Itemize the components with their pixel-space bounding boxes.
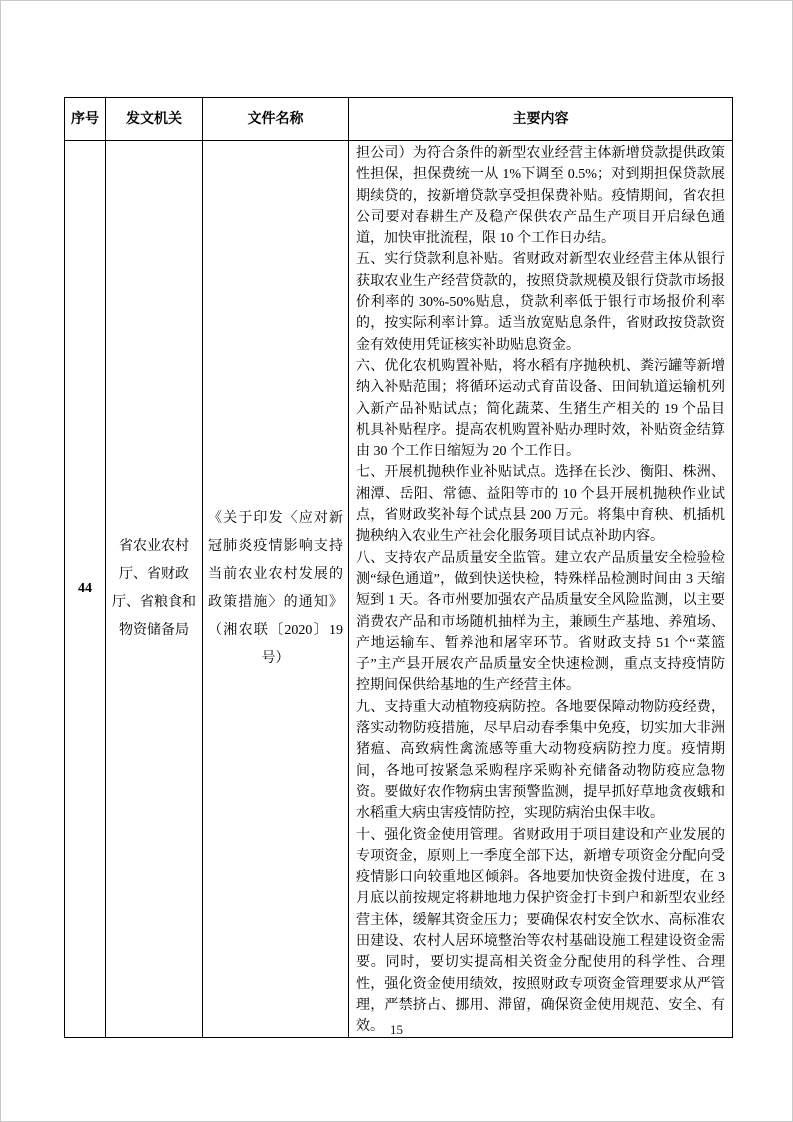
content-paragraph: 七、开展机抛秧作业补贴试点。选择在长沙、衡阳、株洲、湘潭、岳阳、常德、益阳等市的 10 个县开展机抛秧作业试点，省财政奖补每个试点县 200 万元。将集中育秧、机插机抛秧纳入农业生产社会化服务项目试点补助内容。 — [356, 465, 725, 545]
column-header-doc-title: 文件名称 — [203, 98, 349, 141]
agency-cell: 省农业农村厅、省财政厅、省粮食和物资储备局 — [106, 141, 203, 1038]
seq-cell: 44 — [65, 141, 106, 1038]
column-header-main-content: 主要内容 — [349, 98, 733, 141]
content-paragraph: 五、实行贷款利息补贴。省财政对新型农业经营主体从银行获取农业生产经营贷款的，按照贷款规模及银行贷款市场报价利率的 30%-50%贴息，贷款利率低于银行市场报价利率的，按实际利率计算。适当放宽贴息条件，省财政按贷款资金有效使用凭证核实补助贴息资金。 — [356, 252, 725, 353]
content-paragraphs — [356, 143, 725, 1037]
column-header-seq: 序号 — [65, 98, 106, 141]
content-paragraph: 担公司）为符合条件的新型农业经营主体新增贷款提供政策性担保，担保费统一从 1%下调至 0.5%；对到期担保贷款展期续贷的，按新增贷款享受担保费补贴。疫情期间，省农担公司要对春耕生产及稳产保供农产品生产项目开启绿色通道，加快审批流程，限 10 个工作日办结。 — [356, 146, 725, 247]
content-paragraph: 六、优化农机购置补贴，将水稻有序抛秧机、粪污罐等新增纳入补贴范围；将循环运动式育苗设备、田间轨道运输机列入新产品补贴试点；简化蔬菜、生猪生产相关的 19 个品目机具补贴程序。提高农机购置补贴办理时效，补贴资金结算由 30 个工作日缩短为 20 个工作日。 — [356, 358, 725, 460]
content-paragraph: 九、支持重大动植物疫病防控。各地要保障动物防疫经费，落实动物防疫措施，尽早启动春季集中免疫，切实加大非洲猪瘟、高致病性禽流感等重大动物疫病防控力度。疫情期间，各地可按紧急采购程序采购补充储备动物防疫应急物资。要做好农作物病虫害预警监测，提早抓好草地贪夜蛾和水稻重大病虫害疫情防控，实现防病治虫保丰收。 — [356, 699, 725, 822]
page-number: 15 — [390, 1022, 403, 1037]
content-paragraph: 八、支持农产品质量安全监管。建立农产品质量安全检验检测“绿色通道”，做到快送快检，特殊样品检测时间由 3 天缩短到 1 天。各市州要加强农产品质量安全风险监测，以主要消费农产品和市场随机抽样为主，兼顾生产基地、养殖场、产地运输车、暂养池和屠宰环节。省财政支持 51 个“菜篮子”主产县开展农产品质量安全快速检测，重点支持疫情防控期间保供给基地的生产经营主体。 — [356, 550, 725, 694]
table-header-row — [65, 98, 733, 141]
policy-documents-table — [64, 97, 733, 1038]
content-paragraph: 十、强化资金使用管理。省财政用于项目建设和产业发展的专项资金，原则上一季度全部下达，新增专项资金分配向受疫情影口向较重地区倾斜。各地要加快资金拨付进度，在 3 月底以前按规定将耕地地力保护资金打卡到户和新型农业经营主体，缓解其资金压力；要确保农村安全饮水、高标准农田建设、农村人居环境整治等农村基础设施工程建设资金需要。同时，要切实提高相关资金分配使用的科学性、合理性，强化资金使用绩效，按照财政专项资金管理要求从严管理，严禁挤占、挪用、滞留，确保资金使用规范、安全、有效。 — [356, 827, 725, 1035]
table-row — [65, 141, 733, 1038]
main-content-cell — [349, 141, 733, 1038]
doc-title-cell: 《关于印发〈应对新冠肺炎疫情影响支持当前农业农村发展的政策措施〉的通知》（湘农联〔2020〕19 号） — [203, 141, 349, 1038]
column-header-agency: 发文机关 — [106, 98, 203, 141]
